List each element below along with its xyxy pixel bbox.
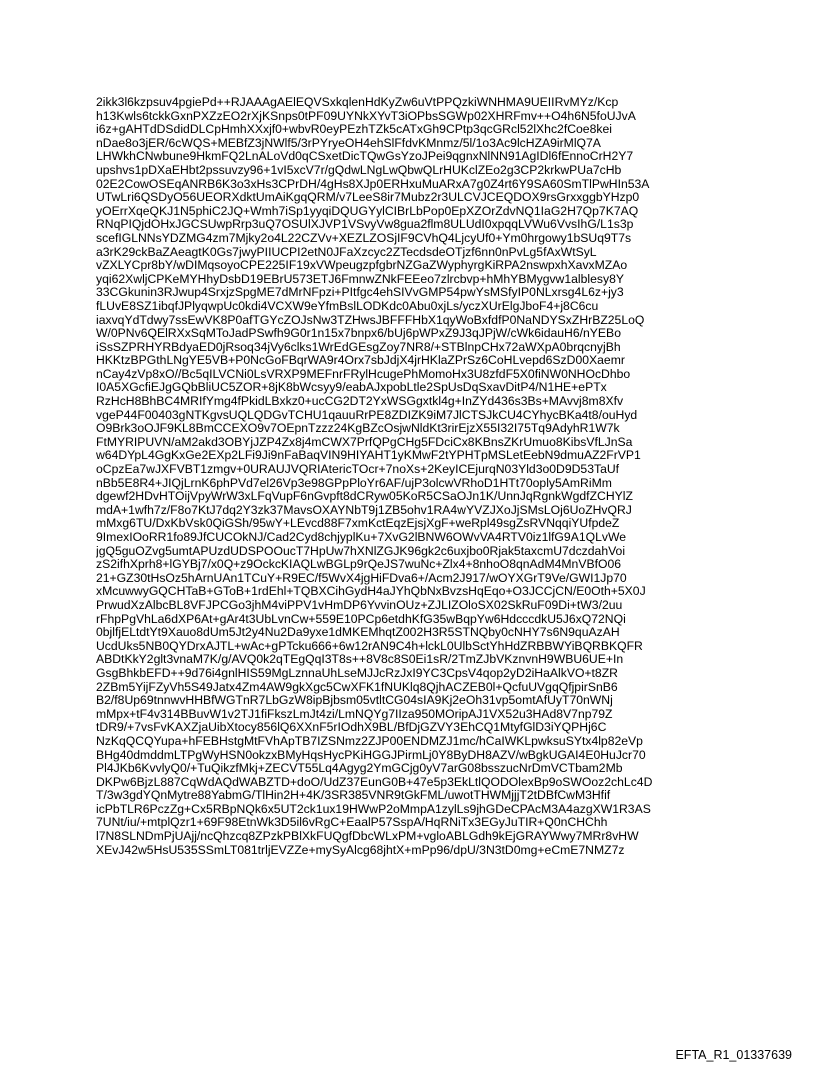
text-line: UTwLri6QSDyO56UEORXdktUmAiKgqQRM/v7LeeS8ir7Mubz2r3ULCVJCEQDOX9rsGrxxggbYHzp0 xyxy=(96,191,640,205)
text-line: mMpx+tF4v314BBuvW1v2TJ1fiFkszLmJt4zi/LmNQYg7IIza950MOripAJ1VX52u3HAd8V7np79Z xyxy=(96,707,613,721)
text-line: mMxg6TU/DxKbVsk0QiGSh/95wY+LEvcd88F7xmKctEqzEjsjXgF+weRpl49sgZsRVNqqiYUfpdeZ xyxy=(96,517,620,531)
text-line: 0bjlfjELtdtYt9Xauo8dUm5Jt2y4Nu2Da9yxe1dMKEMhqtZ002H3R5STNQby0cNHY7s6N9quAzAH xyxy=(96,626,620,640)
text-line: Pl4JKb6KvvlyQ0/+TuQikzfMkj+ZECVT55Lq4Agyg2YmGCjg0yV7arG08bsszucNrDmVCTbam2Mb xyxy=(96,762,623,776)
text-line: W/0PNv6QElRXxSqMToJadPSwfh9G0r1n15x7bnpx6/bUj6pWPxZ9J3qJPjW/cWk6idauH6/nYEBo xyxy=(96,327,621,341)
text-line: BHg40dmddmLTPgWyHSN0okzxBMyHqsHycPKiHGGJPirmLj0Y8ByDH8AZV/wBgkUGAI4E0HuJcr70 xyxy=(96,748,646,762)
text-line: O9Brk3oOJF9KL8BmCCEXO9v7OEpnTzzz24KgBZcOsjwNldKt3rirEjzX55I32I75Tq9AdyhR1W7k xyxy=(96,422,620,436)
text-line: vZXLYCpr8bY/wDIMqsoyoCPE225IF19xVWpeugzpfgbrNZGaZWyphyrgKiRPA2nswpxhXavxMZAo xyxy=(96,259,628,273)
text-line: 2ZBm5YijFZyVh5S49Jatx4Zm4AW9gkXgc5CwXFK1fNUKlq8QjhACZEB0l+QcfuUVgqQfjpirSnB6 xyxy=(96,680,618,694)
text-line: RNqPIQjdOHxJGCSUwpRrp3uQ7OSUlXJVP1VSvyVw8gua2flm8ULUdI0xpqqLVWu6VvsIhG/L1s3p xyxy=(96,218,634,232)
text-line: dgewf2HDvHTOijVpyWrW3xLFqVupF6nGvpft8dCRyw05KoR5CSaOJn1K/UnnJqRgnkWgdfZCHYlZ xyxy=(96,490,633,504)
text-line: jgQ5guOZvg5umtAPUzdUDSPOOucT7HpUw7hXNlZGJK96gk2c6uxjbo0Rjak5taxcmU7dczdahVoi xyxy=(96,544,626,558)
text-line: fLUvE8SZ1ibqfJPlyqwpUc0kdi4VCXW9eYfmBslLODKdc0Abu0xjLs/yczXUrElgJboF4+j8C6cu xyxy=(96,299,599,313)
text-line: ABDtKkY2glt3vnaM7K/g/AVQ0k2qTEgQqI3T8s++8V8c8S0Ei1sR/2TmZJbVKznvnH9WBU6UE+In xyxy=(96,653,624,667)
text-line: tDR9/+7vsFvKAXZjaUibXtocy856lQ6XXnF5rIOdhX9BL/BfDjGZVY3EhCQ1MtyfGlD3iYQPHj6C xyxy=(96,721,607,735)
text-line: T/3w3gdYQnMytre88YabmG/TlHin2H+4K/3SR385VNR9tGkFML/uwotTHWMjjjT2tDBfCwM3Hfif xyxy=(96,789,611,803)
text-line: HKKtzBPGthLNgYE5VB+P0NcGoFBqrWA9r4Orx7sbJdjX4jrHKlaZPrSz6CoHLvepd6SzD00Xaemr xyxy=(96,354,625,368)
text-line: icPbTLR6PczZg+Cx5RBpNQk6x5UT2ck1ux19HWwP2oMmpA1zylLs9jhGDeCPAcM3A4azgXW1R3AS xyxy=(96,802,651,816)
text-line: LHWkhCNwbune9HkmFQ2LnALoVd0qCSxetDicTQwGsYzoJPei9qgnxNlNN91AgIDl6fEnnoCrH2Y7 xyxy=(96,150,634,164)
text-line: UcdUks5NB0QYDrxAJTL+wAc+gPTcku666+6w12rAN9C4h+lckL0UlbSctYhHdZRBBWYiBQRBKQFR xyxy=(96,639,643,653)
text-line: w64DYpL4GgKxGe2EXp2LFi9Ji9nFaBaqVIN9HIYAHT1yKMwF2tYPHTpMSLetEebN9dmuAZ2FrVP1 xyxy=(96,449,641,463)
text-line: PrwudXzAlbcBL8VFJPCGo3jhM4viPPV1vHmDP6YvvinOUz+ZJLIZOloSX02SkRuF09Di+tW3/2uu xyxy=(96,598,623,612)
text-line: FtMYRIPUVN/aM2akd3OBYjJZP4Zx8j4mCWX7PrfQPgCHg5FDciCx8KBnsZKrUmuo8KibsVfLJnSa xyxy=(96,435,633,449)
text-line: GsgBhkbEFD++9d76i4gnlHIS59MgLznnaUhLseMJJcRzJxI9YC3CpsV4qop2yD2iHaAlkVO+t8ZR xyxy=(96,666,618,680)
text-line: iSsSZPRHYRBdyaED0jRsoq34jVy6clks1WrEdGEsgZoy7NR8/+STBlnpCHx72aWXpA0brqcnyjBh xyxy=(96,340,621,354)
text-line: xMcuwwyGQCHTaB+GToB+1rdEhl+TQBXCihGydH4aJYhQbNxBvzsHqEqo+O3JCCjCN/E0Oth+5X0J xyxy=(96,585,646,599)
text-line: XEvJ42w5HsU535SSmLT081trljEVZZe+mySyAlcg68jhtX+mPp96/dpU/3N3tD0mg+eCmE7NMZ7z xyxy=(96,843,625,857)
text-line: 02E2CowOSEqANRB6K3o3xHs3CPrDH/4gHs8XJp0ERHxuMuARxA7g0Z4rt6Y9SA60SmTlPwHIn53A xyxy=(96,177,650,191)
text-line: RzHcH8BhBC4MRIfYmg4fPkidLBxkz0+ucCG2DT2YxWSGgxtkl4g+InZYd436s3Bs+MAvvj8m8Xfv xyxy=(96,395,624,409)
text-line: mdA+1wfh7z/F8o7KtJ7dq2Y3zk37MavsOXAYNbT9j1ZB5ohv1RA4wYVZJXoJjSMsLOj6UoZHvQRJ xyxy=(96,503,632,517)
text-line: 21+GZ30tHsOz5hArnUAn1TCuY+R9EC/f5WvX4jgHiFDva6+/Acm2J917/wOYXGrT9Ve/GWI1Jp70 xyxy=(96,571,627,585)
encoded-text-block xyxy=(96,96,736,857)
text-line: NzKqQCQYupa+hFEBHstgMtFVhApTB7IZSNmz2ZJP00ENDMZJ1mc/hCaIWKLpwksuSYtx4lp82eVp xyxy=(96,734,643,748)
text-line: nDae8o3jER/6cWQS+MEBfZ3jNWlf5/3rPYryeOH4ehSlFfdvKMnmz/5l/1o3Ac9lcHZA9irMlQ7A xyxy=(96,136,601,150)
text-line: h13Kwls6tckkGxnPXZzEO2rXjKSnps0tPF09UYNkXYvT3iOPbsSGWp02XHRFmv++O4h6N5foUJvA xyxy=(96,109,636,123)
text-line: oCpzEa7wJXFVBT1zmgv+0URAUJVQRIAtericTOcr+7noXs+2KeyICEjurqN03Yld3o0D9D53TaUf xyxy=(96,463,620,477)
text-line: a3rK29ckBaZAeagtK0Gs7jwyPIIUCPI2etN0JFaXzcyc2ZTecdsdeOTjzf6nn0nPvLg5fAxWtSyL xyxy=(96,245,597,259)
text-line: I0A5XGcfiEJgGQbBliUC5ZOR+8jK8bWcsyy9/eabAJxpobLtle2SpUsDqSxavDitP4/N1HE+ePTx xyxy=(96,381,607,395)
text-line: B2/f8Up69tnnwvHHBfWGTnR7LbGzW8ipBjbsm05vtltCG04sIA9Kj2eOh31vp5omtAfUyT70nWNj xyxy=(96,694,613,708)
text-line: l7N8SLNDmPjUAjj/ncQhzcq8ZPzkPBlXkFUQgfDbcWLxPM+vgloABLGdh9kEjGRAYWwy7MRr8vHW xyxy=(96,830,639,844)
text-line: 33CGkunin3RJwup4SrxjzSpgME7dMrNFpzi+PItfgc4ehSIVvGMP54pwYsMSfyIP0NLxrsg4L6z+jy3 xyxy=(96,286,624,300)
text-line: 9ImexIOoRR1fo89JfCUCOkNJ/Cad2Cyd8chjyplKu+7XvG2lBNW6OWvVA4RTV0iz1lfG9A1QLvWe xyxy=(96,531,627,544)
text-line: rFhpPgVhLa6dXP6At+gAr4t3UbLvnCw+559E10PCp6etdhKfG35wBqpYw6HdcccdkU5J6xQ72NQi xyxy=(96,612,626,626)
text-line: iaxvqYdTdwy7ssEwVK8P0afTGYcZOJsNw3TZHwsJBFFFHbX1qyWoBxfdfP0NaNDYSxZHrBZ25LoQ xyxy=(96,313,645,327)
text-line: 2ikk3l6kzpsuv4pgiePd++RJAAAgAElEQVSxkqlenHdKyZw6uVtPPQzkiWNHMA9UEIIRvMYz/Kcp xyxy=(96,96,619,109)
text-line: yOErrXqeQKJ1N5phiC2JQ+Wmh7iSp1yyqiDQUGYylCIBrLbPop0EpXZOrZdvNQ1IaG2H7Qp7K7AQ xyxy=(96,204,639,218)
bates-number: EFTA_R1_01337639 xyxy=(675,1048,792,1062)
text-line: scefIGLNNsYDZMG4zm7Mjky2o4L22CZVv+XEZLZOSjIF9CVhQ4LjcyUf0+Ym0hrgowy1bSUq9T7s xyxy=(96,231,632,245)
text-line: 7UNt/iu/+mtplQzr1+69F98EtnWk3D5il6vRgC+EaalP57SspA/HqRNiTx3EGyJuTIR+Q0nCHChh xyxy=(96,816,608,830)
text-line: i6z+gAHTdDSdidDLCpHmhXXxjf0+wbvR0eyPEzhTZk5cATxGh9CPtp3qcGRcl52lXhc2fCoe8kei xyxy=(96,123,612,137)
text-line: nCay4zVp8xO//Bc5qILVCNi0LsVRXP9MEFnrFRylHcugePhMomoHx3U8zfdF5X0fiNW0NHOcDhbo xyxy=(96,367,631,381)
text-line: nBb5E8R4+JIQjLrnK6phPVd7el26Vp3e98GPpPloYr6AF/ujP3olcwVRhoD1HTt70oply5AmRiMm xyxy=(96,476,612,490)
text-line: vgeP44F00403gNTKgvsUQLQDGvTCHU1qauuRrPE8ZDIZK9iM7JlCTSJkCU4CYhycBKa4t8/ouHyd xyxy=(96,408,638,422)
text-line: DKPw6BjzL887CqWdAQdWABZTD+doO/UdZ37EunG0B+47e5p3EkLtlQODOlexBp9oSWOoz2chLc4D xyxy=(96,775,653,789)
text-line: yqi62XwljCPKeMYHhyDsbD19EBrU573ETJ6FmnwZNkFEEeo7zlrcbvp+hMhYBMygvw1alblesy8Y xyxy=(96,272,624,286)
text-line: zS2ifhXprh8+lGYBj7/x0Q+z9OckcKIAQLwBGLp9rQeJS7wuNc+Zlx4+8nhoO8qnAdM4MnVBfO06 xyxy=(96,558,622,572)
text-line: upshvs1pDXaEHbt2pssuvzy96+1vI5xcV7r/gQdwLNgLwQbwQLrHUKclZEo2g3CP2krkwPUa7cHb xyxy=(96,163,622,177)
